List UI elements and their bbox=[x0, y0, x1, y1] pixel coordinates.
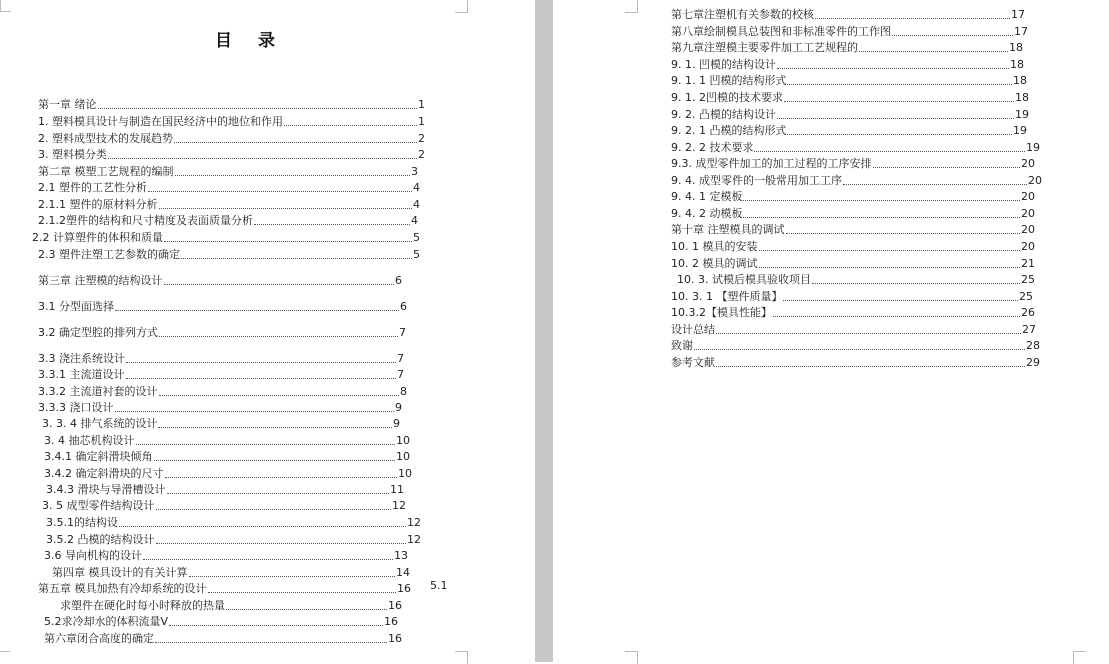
toc-entry-page-number: 12 bbox=[392, 499, 406, 512]
dot-leader bbox=[126, 362, 396, 363]
toc-entry-title: 9. 4. 2 动模板 bbox=[671, 207, 743, 220]
dot-leader bbox=[784, 101, 1014, 102]
toc-entry-page-number: 16 bbox=[397, 582, 411, 595]
toc-entry bbox=[42, 497, 406, 513]
toc-entry-page-number: 4 bbox=[413, 181, 420, 194]
toc-entry-page-number: 16 bbox=[388, 599, 402, 612]
dot-leader bbox=[143, 559, 393, 560]
dot-leader bbox=[694, 349, 1025, 350]
toc-entry-title: 第三章 注塑模的结构设计 bbox=[38, 274, 163, 287]
crop-mark bbox=[625, 651, 638, 664]
toc-entry-title: 第一章 绪论 bbox=[38, 98, 97, 111]
dot-leader bbox=[115, 310, 399, 311]
toc-entry bbox=[42, 415, 400, 431]
toc-entry bbox=[671, 106, 1029, 122]
dot-leader bbox=[164, 241, 412, 242]
toc-entry-page-number: 4 bbox=[413, 198, 420, 211]
dot-leader bbox=[777, 68, 1009, 69]
toc-entry-title: 3.2 确定型腔的排列方式 bbox=[38, 326, 158, 339]
dot-leader bbox=[174, 142, 417, 143]
toc-entry-title: 9. 2. 1 凸模的结构形式 bbox=[671, 124, 787, 137]
toc-entry-title: 第九章注塑模主要零件加工工艺规程的 bbox=[671, 41, 858, 54]
toc-entry-page-number: 13 bbox=[394, 549, 408, 562]
toc-entry-page-number: 4 bbox=[411, 214, 418, 227]
crop-mark bbox=[455, 651, 468, 664]
toc-entry-page-number: 17 bbox=[1014, 25, 1028, 38]
toc-entry bbox=[38, 130, 425, 146]
toc-entry-title: 1. 塑料模具设计与制造在国民经济中的地位和作用 bbox=[38, 115, 283, 128]
toc-entry bbox=[44, 613, 398, 629]
toc-entry bbox=[38, 366, 404, 382]
toc-entry-page-number: 1 bbox=[418, 98, 425, 111]
toc-entry-title: 5.2求冷却水的体积流量V bbox=[44, 615, 169, 628]
crop-mark bbox=[0, 0, 11, 12]
dot-leader bbox=[783, 300, 1018, 301]
toc-entry-page-number: 5 bbox=[413, 231, 420, 244]
toc-entry bbox=[671, 39, 1023, 55]
toc-entry bbox=[38, 272, 402, 288]
dot-leader bbox=[777, 118, 1014, 119]
dot-leader bbox=[154, 460, 396, 461]
toc-entry-page-number: 10 bbox=[396, 450, 410, 463]
toc-entry-title: 2. 塑料成型技术的发展趋势 bbox=[38, 132, 173, 145]
dot-leader bbox=[126, 378, 397, 379]
toc-entry bbox=[38, 212, 418, 228]
toc-entry-title: 3.3.3 浇口设计 bbox=[38, 401, 114, 414]
toc-entry-title: 2.1.2塑件的结构和尺寸精度及表面质量分析 bbox=[38, 214, 253, 227]
dot-leader bbox=[159, 208, 413, 209]
toc-entry-page-number: 21 bbox=[1021, 257, 1035, 270]
toc-entry-title: 3.4.3 滑块与导滑槽设计 bbox=[46, 483, 166, 496]
toc-entry bbox=[671, 288, 1033, 304]
toc-entry bbox=[46, 514, 421, 530]
toc-entry-page-number: 26 bbox=[1021, 306, 1035, 319]
dot-leader bbox=[859, 51, 1008, 52]
dot-leader bbox=[165, 477, 398, 478]
toc-entry-page-number: 25 bbox=[1021, 273, 1035, 286]
stray-section-number: 5.1 bbox=[430, 579, 448, 592]
dot-leader bbox=[743, 200, 1020, 201]
dot-leader bbox=[175, 175, 411, 176]
toc-entry-page-number: 25 bbox=[1019, 290, 1033, 303]
left-page bbox=[0, 0, 535, 662]
toc-entry-page-number: 20 bbox=[1021, 190, 1035, 203]
toc-entry bbox=[671, 321, 1036, 337]
toc-entry-title: 3.4.1 确定斜滑块倾角 bbox=[44, 450, 153, 463]
toc-entry-title: 3. 3. 4 排气系统的设计 bbox=[42, 417, 158, 430]
dot-leader bbox=[156, 543, 407, 544]
toc-entry-title: 10.3.2【模具性能】 bbox=[671, 306, 772, 319]
toc-entry bbox=[671, 89, 1029, 105]
toc-entry bbox=[44, 465, 412, 481]
toc-entry bbox=[46, 531, 421, 547]
dot-leader bbox=[167, 493, 390, 494]
crop-mark bbox=[1073, 651, 1086, 664]
toc-entry bbox=[38, 383, 407, 399]
toc-entry bbox=[38, 163, 418, 179]
dot-leader bbox=[169, 625, 383, 626]
toc-entry bbox=[38, 324, 406, 340]
toc-entry-page-number: 7 bbox=[397, 368, 404, 381]
toc-entry bbox=[38, 179, 420, 195]
toc-entry-title: 9. 1. 凹模的结构设计 bbox=[671, 58, 776, 71]
toc-entry bbox=[38, 350, 404, 366]
dot-leader bbox=[98, 108, 418, 109]
dot-leader bbox=[164, 284, 395, 285]
toc-entry-title: 9.3. 成型零件加工的加工过程的工序安排 bbox=[671, 157, 872, 170]
toc-entry-page-number: 2 bbox=[418, 132, 425, 145]
toc-entry bbox=[671, 56, 1024, 72]
dot-leader bbox=[181, 258, 412, 259]
dot-leader bbox=[156, 509, 392, 510]
toc-entry bbox=[671, 221, 1035, 237]
toc-entry-title: 第二章 模塑工艺规程的编制 bbox=[38, 165, 174, 178]
dot-leader bbox=[148, 191, 412, 192]
toc-entry-title: 3.3.2 主流道衬套的设计 bbox=[38, 385, 158, 398]
toc-entry-title: 9. 4. 1 定模板 bbox=[671, 190, 743, 203]
toc-entry-title: 第六章闭合高度的确定 bbox=[44, 632, 154, 645]
toc-entry bbox=[52, 564, 410, 580]
toc-entry bbox=[44, 448, 410, 464]
right-page bbox=[553, 0, 1109, 662]
toc-entry-title: 2.1.1 塑件的原材料分析 bbox=[38, 198, 158, 211]
dot-leader bbox=[226, 609, 387, 610]
toc-entry bbox=[38, 580, 411, 596]
toc-entry-title: 3.3.1 主流道设计 bbox=[38, 368, 125, 381]
toc-entry-title: 2.2 计算塑件的体积和质量 bbox=[32, 231, 163, 244]
toc-entry bbox=[671, 72, 1027, 88]
crop-mark bbox=[455, 0, 468, 13]
toc-entry bbox=[677, 271, 1035, 287]
toc-entry-title: 9. 2. 2 技术要求 bbox=[671, 141, 754, 154]
toc-entry-page-number: 29 bbox=[1026, 356, 1040, 369]
toc-entry-page-number: 1 bbox=[418, 115, 425, 128]
toc-entry-title: 3.5.2 凸模的结构设计 bbox=[46, 533, 155, 546]
toc-entry-title: 参考文献 bbox=[671, 356, 715, 369]
toc-entry-page-number: 16 bbox=[388, 632, 402, 645]
toc-entry-title: 3. 塑料模分类 bbox=[38, 148, 107, 161]
toc-entry-title: 10. 2 模具的调试 bbox=[671, 257, 758, 270]
dot-leader bbox=[189, 576, 396, 577]
toc-entry bbox=[671, 205, 1035, 221]
toc-entry-page-number: 19 bbox=[1026, 141, 1040, 154]
toc-entry-title: 第四章 模具设计的有关计算 bbox=[52, 566, 188, 579]
toc-entry bbox=[671, 172, 1042, 188]
toc-entry-page-number: 18 bbox=[1010, 58, 1024, 71]
dot-leader bbox=[787, 84, 1012, 85]
toc-entry-title: 9. 4. 成型零件的一般常用加工工序 bbox=[671, 174, 842, 187]
toc-entry-title: 第七章注塑机有关参数的校核 bbox=[671, 8, 814, 21]
toc-entry bbox=[44, 630, 402, 646]
toc-entry bbox=[671, 23, 1028, 39]
toc-entry bbox=[38, 146, 425, 162]
toc-entry-title: 10. 1 模具的安装 bbox=[671, 240, 758, 253]
dot-leader bbox=[873, 167, 1021, 168]
toc-entry bbox=[671, 188, 1035, 204]
toc-entry-page-number: 3 bbox=[411, 165, 418, 178]
toc-entry-page-number: 20 bbox=[1028, 174, 1042, 187]
toc-entry bbox=[38, 196, 420, 212]
dot-leader bbox=[812, 283, 1020, 284]
toc-entry bbox=[38, 96, 425, 112]
toc-entry-page-number: 18 bbox=[1015, 91, 1029, 104]
dot-leader bbox=[108, 158, 417, 159]
toc-entry-title: 第八章绘制模具总装图和非标准零件的工作图 bbox=[671, 25, 891, 38]
toc-entry-page-number: 18 bbox=[1009, 41, 1023, 54]
toc-entry bbox=[38, 298, 407, 314]
toc-entry-page-number: 19 bbox=[1013, 124, 1027, 137]
toc-entry-title: 第五章 模具加热有冷却系统的设计 bbox=[38, 582, 207, 595]
crop-mark bbox=[0, 651, 10, 664]
toc-entry-page-number: 20 bbox=[1021, 240, 1035, 253]
dot-leader bbox=[716, 366, 1025, 367]
toc-entry-page-number: 11 bbox=[390, 483, 404, 496]
dot-leader bbox=[284, 125, 417, 126]
toc-entry bbox=[38, 399, 402, 415]
dot-leader bbox=[208, 592, 397, 593]
dot-leader bbox=[254, 224, 410, 225]
toc-entry-title: 2.1 塑件的工艺性分析 bbox=[38, 181, 147, 194]
toc-entry-title: 9. 1. 2凹模的技术要求 bbox=[671, 91, 783, 104]
toc-entry-page-number: 7 bbox=[397, 352, 404, 365]
dot-leader bbox=[843, 184, 1027, 185]
dot-leader bbox=[155, 642, 387, 643]
toc-entry bbox=[60, 597, 402, 613]
toc-entry-title: 求塑件在硬化时每小时释放的热量 bbox=[60, 599, 225, 612]
toc-entry-title: 9. 1. 1 凹模的结构形式 bbox=[671, 74, 787, 87]
toc-entry-page-number: 6 bbox=[395, 274, 402, 287]
toc-entry bbox=[44, 432, 410, 448]
dot-leader bbox=[115, 411, 395, 412]
toc-entry-page-number: 2 bbox=[418, 148, 425, 161]
toc-entry-page-number: 6 bbox=[400, 300, 407, 313]
toc-entry-title: 2.3 塑件注塑工艺参数的确定 bbox=[38, 248, 180, 261]
toc-entry bbox=[38, 246, 420, 262]
toc-entry-title: 10. 3. 试模后模具验收项目 bbox=[677, 273, 811, 286]
toc-entry-title: 9. 2. 凸模的结构设计 bbox=[671, 108, 776, 121]
toc-entry bbox=[671, 354, 1040, 370]
toc-entry-title: 3. 5 成型零件结构设计 bbox=[42, 499, 155, 512]
toc-entry-page-number: 12 bbox=[407, 516, 421, 529]
toc-entry bbox=[671, 238, 1035, 254]
toc-entry bbox=[44, 547, 408, 563]
toc-entry-page-number: 18 bbox=[1013, 74, 1027, 87]
dot-leader bbox=[759, 267, 1021, 268]
dot-leader bbox=[716, 333, 1021, 334]
toc-entry-title: 3. 4 抽芯机构设计 bbox=[44, 434, 135, 447]
dot-leader bbox=[815, 18, 1010, 19]
toc-entry-title: 3.1 分型面选择 bbox=[38, 300, 114, 313]
toc-entry bbox=[671, 6, 1025, 22]
toc-entry-title: 致谢 bbox=[671, 339, 693, 352]
toc-entry-title: 3.4.2 确定斜滑块的尺寸 bbox=[44, 467, 164, 480]
toc-entry-page-number: 5 bbox=[413, 248, 420, 261]
toc-entry bbox=[671, 337, 1040, 353]
toc-entry-page-number: 17 bbox=[1011, 8, 1025, 21]
toc-entry-page-number: 12 bbox=[407, 533, 421, 546]
toc-entry bbox=[671, 304, 1035, 320]
toc-entry bbox=[38, 113, 425, 129]
dot-leader bbox=[136, 444, 396, 445]
dot-leader bbox=[786, 233, 1021, 234]
toc-entry-page-number: 7 bbox=[399, 326, 406, 339]
toc-entry-page-number: 20 bbox=[1021, 207, 1035, 220]
toc-entry bbox=[671, 139, 1040, 155]
toc-entry bbox=[671, 155, 1035, 171]
toc-entry bbox=[671, 255, 1035, 271]
toc-entry-page-number: 28 bbox=[1026, 339, 1040, 352]
dot-leader bbox=[743, 217, 1020, 218]
dot-leader bbox=[159, 395, 400, 396]
toc-entry-title: 3.5.1的结构设 bbox=[46, 516, 118, 529]
page-gutter bbox=[535, 0, 553, 662]
toc-entry-title: 第十章 注塑模具的调试 bbox=[671, 223, 785, 236]
toc-entry bbox=[671, 122, 1027, 138]
toc-entry bbox=[46, 481, 404, 497]
dot-leader bbox=[158, 427, 392, 428]
dot-leader bbox=[773, 316, 1020, 317]
toc-entry-page-number: 10 bbox=[398, 467, 412, 480]
crop-mark bbox=[625, 0, 638, 13]
toc-entry-title: 3.3 浇注系统设计 bbox=[38, 352, 125, 365]
toc-title: 目 录 bbox=[215, 31, 285, 51]
dot-leader bbox=[119, 526, 406, 527]
toc-entry-page-number: 19 bbox=[1015, 108, 1029, 121]
toc-entry-page-number: 9 bbox=[395, 401, 402, 414]
toc-entry-title: 设计总结 bbox=[671, 323, 715, 336]
toc-entry-page-number: 14 bbox=[396, 566, 410, 579]
dot-leader bbox=[892, 35, 1013, 36]
dot-leader bbox=[159, 336, 398, 337]
toc-entry-page-number: 9 bbox=[393, 417, 400, 430]
toc-entry-page-number: 20 bbox=[1021, 157, 1035, 170]
toc-entry-title: 3.6 导向机构的设计 bbox=[44, 549, 142, 562]
dot-leader bbox=[754, 151, 1025, 152]
toc-entry-page-number: 10 bbox=[396, 434, 410, 447]
toc-entry-page-number: 20 bbox=[1021, 223, 1035, 236]
toc-entry-page-number: 16 bbox=[384, 615, 398, 628]
toc-entry-title: 10. 3. 1 【塑件质量】 bbox=[671, 290, 783, 303]
toc-entry-page-number: 8 bbox=[400, 385, 407, 398]
dot-leader bbox=[787, 134, 1012, 135]
dot-leader bbox=[759, 250, 1021, 251]
toc-entry bbox=[32, 229, 420, 245]
toc-entry-page-number: 27 bbox=[1022, 323, 1036, 336]
